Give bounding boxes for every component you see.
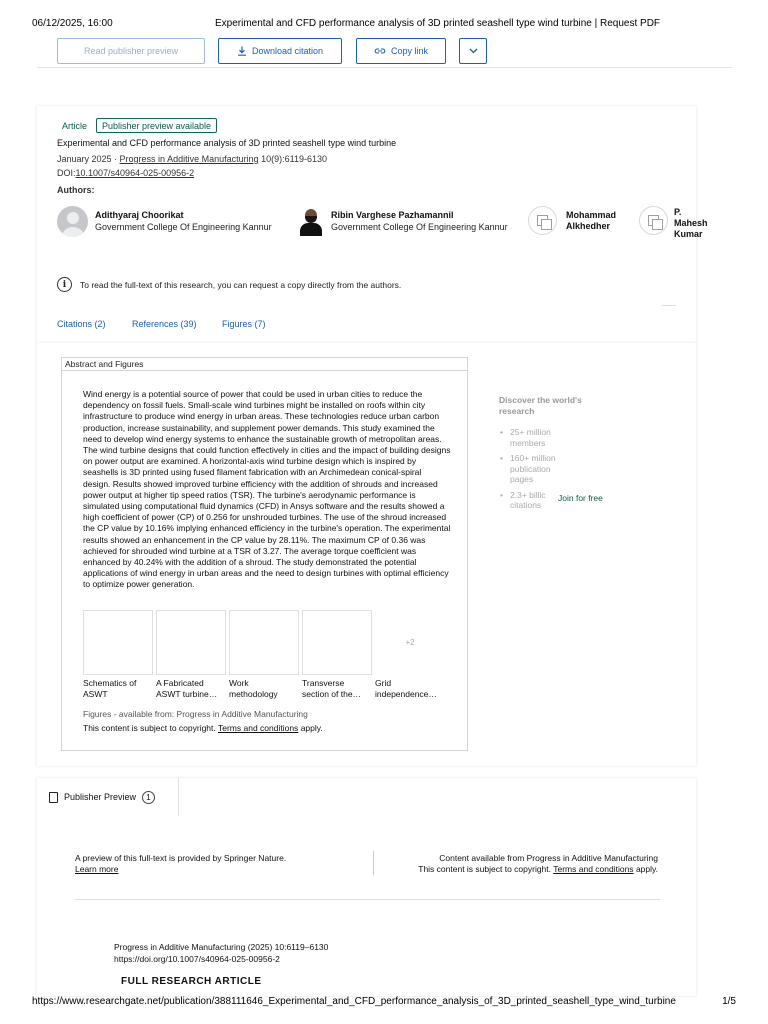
print-url: https://www.researchgate.net/publication/388111646_Experimental_and_CFD_performance_analysis_of_3D_printed_seashell_type_wind_turbine xyxy=(32,996,676,1007)
publication-meta: January 2025 · Progress in Additive Manufacturing 10(9):6119-6130 xyxy=(57,154,328,164)
publisher-preview-badge[interactable]: Publisher preview available xyxy=(96,118,217,133)
more-options-button[interactable] xyxy=(459,38,487,64)
author-card[interactable] xyxy=(57,206,287,238)
author-name-line: Alkhedher xyxy=(566,221,611,231)
avatar[interactable] xyxy=(299,206,323,236)
journal-reference xyxy=(114,941,328,965)
print-header xyxy=(32,18,736,30)
author-affiliation: Government College Of Engineering Kannur xyxy=(331,222,508,232)
figure-thumbnail[interactable] xyxy=(229,610,299,675)
publisher-preview-section xyxy=(37,778,696,996)
doi-label: DOI: xyxy=(57,168,76,178)
abstract-section xyxy=(61,357,468,751)
publication-type[interactable]: Article xyxy=(62,120,88,131)
author-name[interactable] xyxy=(566,210,616,232)
authors-heading: Authors: xyxy=(57,185,95,195)
more-figures-button[interactable]: +2 xyxy=(405,638,415,647)
full-text-notice xyxy=(57,277,401,292)
doi-link[interactable]: 10.1007/s40964-025-00956-2 xyxy=(75,168,195,178)
copyright-notice xyxy=(83,723,323,733)
copyright-suffix: apply. xyxy=(300,723,323,733)
preview-count-badge: 1 xyxy=(142,791,155,804)
figure-thumbnail[interactable] xyxy=(156,610,226,675)
print-page-number: 1/5 xyxy=(722,996,736,1007)
tab-references[interactable]: References (39) xyxy=(132,319,197,329)
author-name[interactable] xyxy=(674,207,708,240)
avatar[interactable] xyxy=(639,206,668,235)
author-card[interactable] xyxy=(295,206,525,238)
abstract-text: Wind energy is a potential source of power that could be used in urban cities to reduce the dependency on fossil fuels. Small-scale wind turbines might be installed on roofs within city infrastructure to produce wind energy in urban areas. These technologies reduce urban carbon production, increase sustainability, and supplement power demands. This study examined the need to develop wind energy systems to enhance the sustainable growth of metropolitan areas. The wind turbine designs that could function effectively in cities and the impact of building designs on power output are examined. A horizontal-axis wind turbine design which is inspired by seashells is 3D printed using fused filament fabrication with an Archimedean conical-spiral design. Results showed improved turbine efficiency with the addition of shrouds and increased power output at higher tip speed ratios (TSR). The turbine's aerodynamic performance is simulated using computational fluid dynamics (CFD) in Ansys software and the results showed a high coefficient of power (CP) of 0.256 for unshrouded turbines. The use of the shroud increased the CP value by 10.16% implying enhanced efficiency in the turbine's operation. The experimental results showed an enhancement in the CP value by 28.11%. The maximum CP of 0.36 was achieved for shrouded wind turbine at a TSR of 3.27. The average torque coefficient was enhanced by 40.24% with the addition of a shroud. The study demonstrated the potential applications of wind energy in urban areas and the need to design turbines with optimal efficiency to optimize power generation. xyxy=(83,389,451,590)
preview-content-source xyxy=(418,853,658,875)
toolbar-divider xyxy=(37,67,732,68)
avatar[interactable] xyxy=(57,206,88,237)
copy-link-label: Copy link xyxy=(390,46,428,56)
publication-volume: 10(9):6119-6130 xyxy=(261,154,328,164)
abstract-heading: Abstract and Figures xyxy=(62,358,467,371)
author-name-line: P. xyxy=(674,207,682,217)
figure-caption[interactable]: Schematics of ASWT xyxy=(83,678,137,699)
tab-figures[interactable]: Figures (7) xyxy=(222,319,266,329)
learn-more-link[interactable]: Learn more xyxy=(75,864,119,874)
journal-doi: https://doi.org/10.1007/s40964-025-00956-2 xyxy=(114,954,280,964)
print-footer xyxy=(32,996,736,1008)
author-card[interactable] xyxy=(639,206,708,239)
copyright-text: This content is subject to copyright. xyxy=(418,864,552,874)
terms-link[interactable]: Terms and conditions xyxy=(553,864,634,874)
print-date: 06/12/2025, 16:00 xyxy=(32,18,113,29)
info-icon: i xyxy=(57,277,72,292)
link-icon xyxy=(374,46,386,56)
content-source-text: Content available from Progress in Additive Manufacturing xyxy=(439,853,658,863)
read-preview-label: Read publisher preview xyxy=(83,46,179,56)
publication-date: January 2025 xyxy=(57,154,112,164)
abstract-card xyxy=(37,343,696,766)
figures-source: Figures - available from: Progress in Additive Manufacturing xyxy=(83,709,308,719)
figure-caption[interactable]: Grid independence… xyxy=(375,678,437,699)
copyright-text: This content is subject to copyright. xyxy=(83,723,216,733)
publication-header-card xyxy=(37,106,708,343)
figure-caption[interactable]: Work methodology xyxy=(229,678,278,699)
publisher-preview-label: Publisher Preview xyxy=(64,792,137,802)
avatar[interactable] xyxy=(528,206,557,235)
divider xyxy=(75,899,660,900)
author-name[interactable]: Ribin Varghese Pazhamannil xyxy=(331,210,454,220)
preview-provider-text: A preview of this full-text is provided by Springer Nature. xyxy=(75,853,287,863)
author-name-line: Mohammad xyxy=(566,210,617,220)
author-name-line: Mahesh xyxy=(674,218,708,228)
author-affiliation: Government College Of Engineering Kannur xyxy=(95,222,272,232)
download-citation-button[interactable] xyxy=(218,38,342,64)
tab-publisher-preview[interactable] xyxy=(37,778,179,816)
author-card[interactable] xyxy=(528,206,628,238)
journal-link[interactable]: Progress in Additive Manufacturing xyxy=(119,154,259,164)
figure-thumbnail[interactable] xyxy=(83,610,153,675)
doi-line xyxy=(57,168,194,178)
discover-stat: • 2.3+ billic citations xyxy=(500,490,562,511)
divider xyxy=(662,305,676,306)
join-for-free-button[interactable]: Join for free xyxy=(558,493,603,503)
terms-link[interactable]: Terms and conditions xyxy=(217,723,299,733)
copy-link-button[interactable] xyxy=(356,38,446,64)
figure-caption[interactable]: Transverse section of the… xyxy=(302,678,362,699)
discover-heading: Discover the world's research xyxy=(499,395,582,416)
author-name-line: Kumar xyxy=(674,229,703,239)
download-citation-label: Download citation xyxy=(251,46,324,56)
read-publisher-preview-button[interactable] xyxy=(57,38,205,64)
copyright-suffix: apply. xyxy=(635,864,658,874)
divider xyxy=(373,851,374,875)
preview-provider-note xyxy=(75,853,286,875)
discover-stats xyxy=(500,427,562,516)
tab-citations[interactable]: Citations (2) xyxy=(57,319,106,329)
download-icon xyxy=(237,46,247,56)
chevron-down-icon xyxy=(469,48,478,54)
discover-stat: • 25+ million members xyxy=(500,427,562,448)
section-label: FULL RESEARCH ARTICLE xyxy=(121,976,262,987)
journal-citation: Progress in Additive Manufacturing (2025) 10:6119–6130 xyxy=(114,942,329,952)
discover-stat: • 160+ million publication pages xyxy=(500,453,562,485)
document-icon xyxy=(49,792,58,803)
preview-copyright xyxy=(418,864,658,875)
print-title: Experimental and CFD performance analysis of 3D printed seashell type wind turbine | Request PDF xyxy=(215,18,661,29)
full-text-notice-text: To read the full-text of this research, you can request a copy directly from the authors. xyxy=(80,279,402,290)
figure-thumbnail[interactable] xyxy=(302,610,372,675)
figure-caption[interactable]: A Fabricated ASWT turbine… xyxy=(156,678,218,699)
publication-title: Experimental and CFD performance analysis of 3D printed seashell type wind turbine xyxy=(57,138,397,148)
author-name[interactable]: Adithyaraj Choorikat xyxy=(95,210,184,220)
